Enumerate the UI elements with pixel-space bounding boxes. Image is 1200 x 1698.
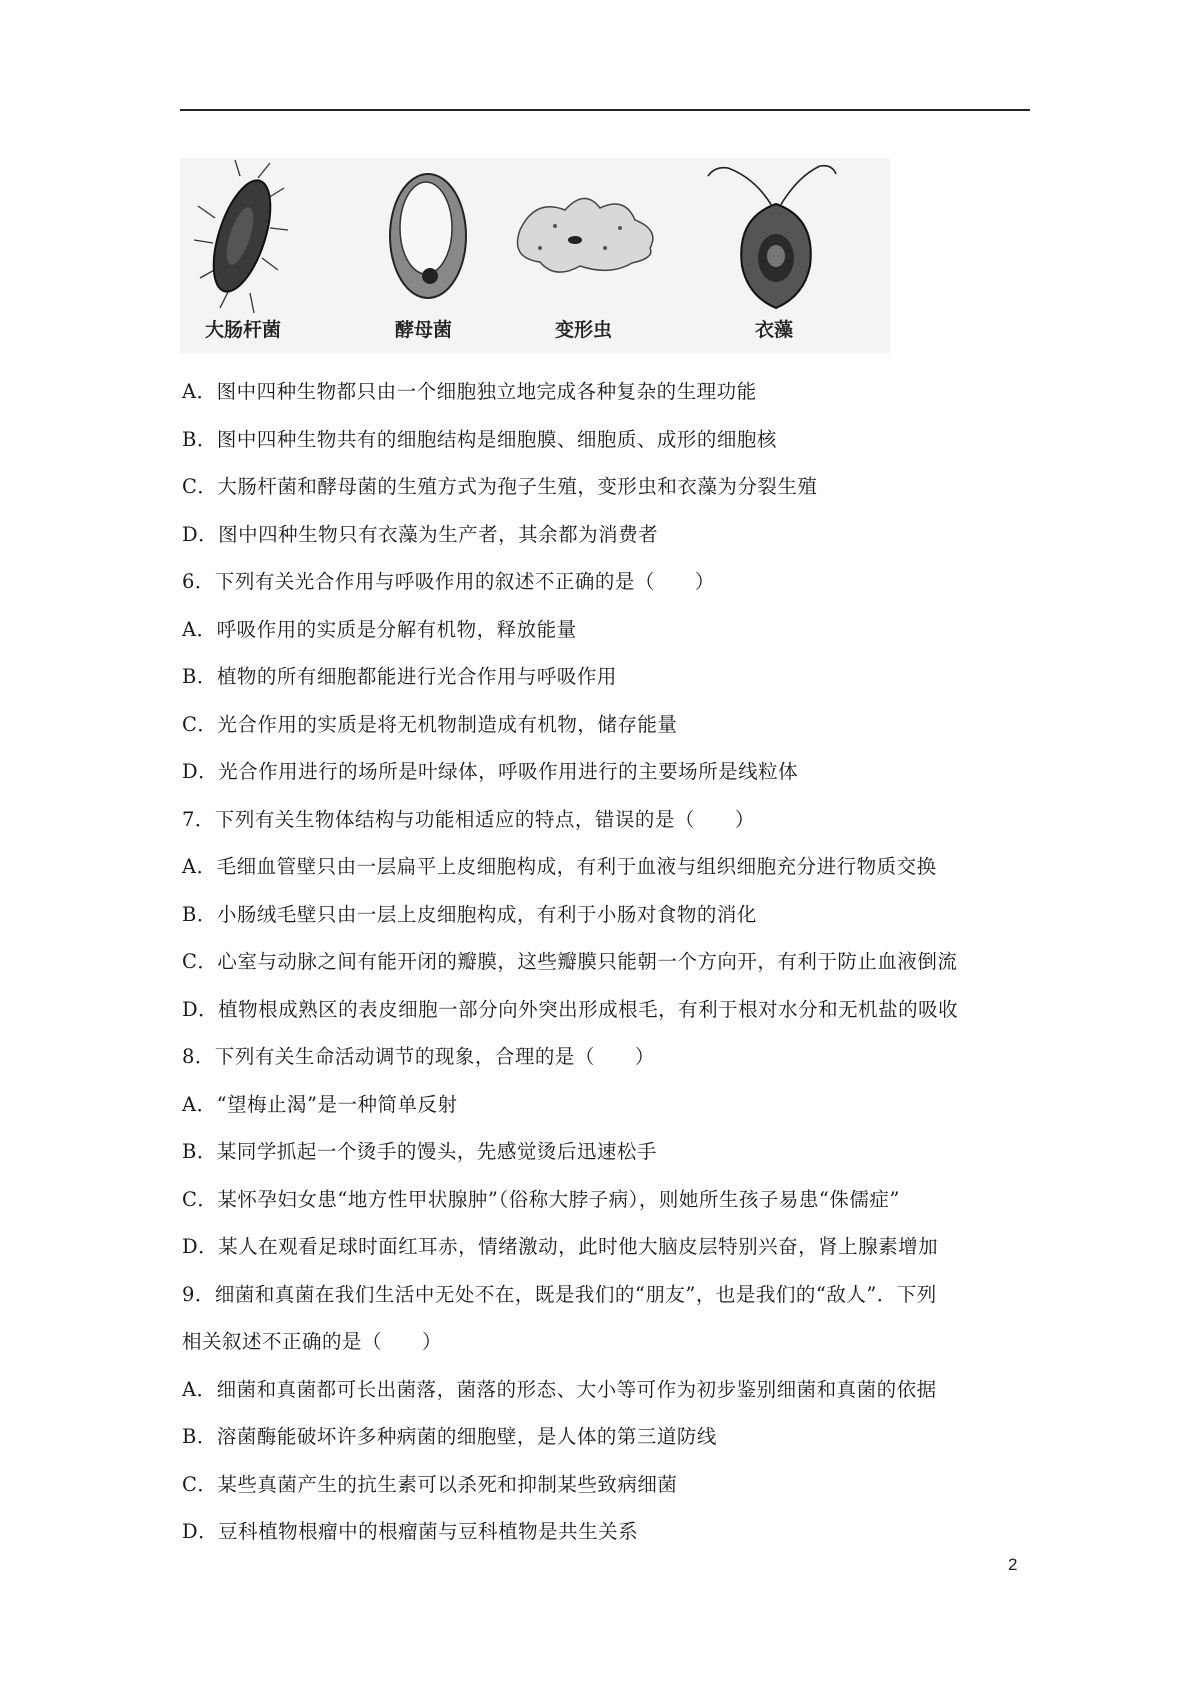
q5-option-b: B．图中四种生物共有的细胞结构是细胞膜、细胞质、成形的细胞核 <box>182 427 777 451</box>
organism-illustration <box>180 158 890 353</box>
question-content <box>182 368 1032 1556</box>
q6-option-b: B．植物的所有细胞都能进行光合作用与呼吸作用 <box>182 665 617 688</box>
q7-option-d: D．植物根成熟区的表皮细胞一部分向外突出形成根毛，有利于根对水分和无机盐的吸收 <box>182 997 959 1021</box>
q5-option-a: A．图中四种生物都只由一个细胞独立地完成各种复杂的生理功能 <box>182 380 757 403</box>
q5-option-c: C．大肠杆菌和酵母菌的生殖方式为孢子生殖，变形虫和衣藻为分裂生殖 <box>182 475 818 498</box>
organism-figure <box>180 158 890 353</box>
q7-option-a: A．毛细血管壁只由一层扁平上皮细胞构成，有利于血液与组织细胞充分进行物质交换 <box>182 855 937 878</box>
q6-stem: 6．下列有关光合作用与呼吸作用的叙述不正确的是（ ） <box>182 570 715 593</box>
q9-option-a: A．细菌和真菌都可长出菌落，菌落的形态、大小等可作为初步鉴别细菌和真菌的依据 <box>182 1377 937 1401</box>
q6-option-c: C．光合作用的实质是将无机物制造成有机物，储存能量 <box>182 712 678 736</box>
q5-option-d: D．图中四种生物只有衣藻为生产者，其余都为消费者 <box>182 522 659 546</box>
header-rule <box>180 109 1030 111</box>
q8-option-c: C．某怀孕妇女患“地方性甲状腺肿”（俗称大脖子病），则她所生孩子易患“侏儒症” <box>182 1187 900 1211</box>
label-amoeba: 变形虫 <box>555 319 613 341</box>
q8-stem: 8．下列有关生命活动调节的现象，合理的是（ ） <box>182 1045 655 1068</box>
q8-option-a: A．“望梅止渴”是一种简单反射 <box>182 1092 458 1116</box>
label-e-coli: 大肠杆菌 <box>205 319 282 341</box>
q9-option-b: B．溶菌酶能破坏许多种病菌的细胞壁，是人体的第三道防线 <box>182 1425 717 1448</box>
label-chlamydomonas: 衣藻 <box>755 319 794 341</box>
q8-option-d: D．某人在观看足球时面红耳赤，情绪激动，此时他大脑皮层特别兴奋，肾上腺素增加 <box>182 1235 939 1258</box>
q7-option-c: C．心室与动脉之间有能开闭的瓣膜，这些瓣膜只能朝一个方向开，有利于防止血液倒流 <box>182 950 958 973</box>
q9-stem-line1: 9．细菌和真菌在我们生活中无处不在，既是我们的“朋友”，也是我们的“敌人”．下列 <box>182 1282 937 1306</box>
q8-option-b: B．某同学抓起一个烫手的馒头，先感觉烫后迅速松手 <box>182 1140 657 1163</box>
page-number: 2 <box>1008 1555 1018 1574</box>
q9-option-c: C．某些真菌产生的抗生素可以杀死和抑制某些致病细菌 <box>182 1472 678 1496</box>
q6-option-d: D．光合作用进行的场所是叶绿体，呼吸作用进行的主要场所是线粒体 <box>182 760 799 783</box>
yeast-drawing <box>390 174 466 298</box>
q9-stem-line2: 相关叙述不正确的是（ ） <box>182 1330 443 1353</box>
q6-option-a: A．呼吸作用的实质是分解有机物，释放能量 <box>182 617 577 641</box>
q9-option-d: D．豆科植物根瘤中的根瘤菌与豆科植物是共生关系 <box>182 1520 639 1543</box>
label-yeast: 酵母菌 <box>395 319 453 341</box>
q7-stem: 7．下列有关生物体结构与功能相适应的特点，错误的是（ ） <box>182 807 755 831</box>
q7-option-b: B．小肠绒毛壁只由一层上皮细胞构成，有利于小肠对食物的消化 <box>182 902 757 926</box>
